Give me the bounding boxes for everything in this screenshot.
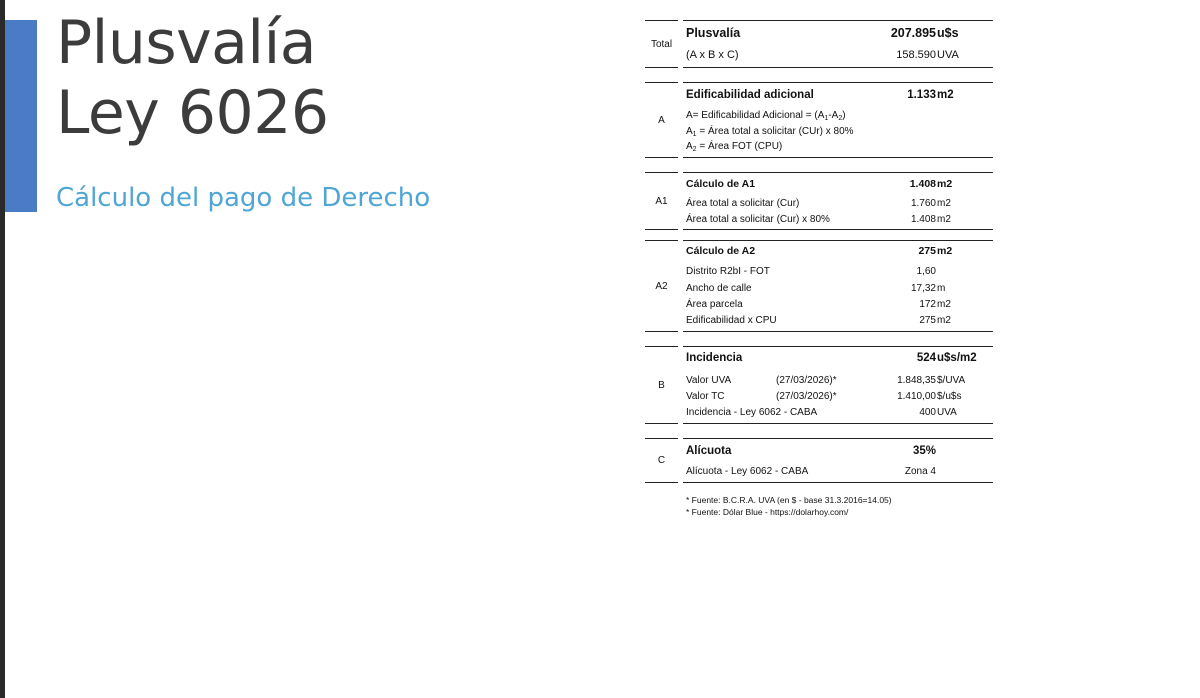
a2-row: Área parcela 172 m2: [686, 299, 951, 310]
a-definition-3: $A_2$ = Área FOT (CPU): [686, 141, 783, 153]
a2-row: Edificabilidad x CPU 275 m2: [686, 315, 951, 326]
a1-header-row: [686, 177, 993, 191]
c-row: Alícuota - Ley 6062 - CABA Zona 4: [686, 466, 936, 477]
section-body-a2: [683, 240, 993, 332]
page-title: [56, 8, 329, 148]
a2-header-row: [686, 244, 993, 258]
b-row: Valor UVA (27/03/2026)* 1.848,35 $/UVA: [686, 375, 966, 386]
title-line-2: Ley 6026: [56, 78, 329, 148]
section-body-b: [683, 346, 993, 424]
title-line-1: Plusvalía: [56, 8, 317, 78]
section-a: [645, 82, 995, 158]
total-unit-uva: UVA: [937, 49, 959, 61]
footnotes: [686, 494, 892, 518]
section-body-a1: [683, 172, 993, 230]
section-label-a1: A1: [645, 172, 678, 230]
b-value: 524: [916, 352, 936, 364]
total-unit: u$s: [937, 26, 959, 40]
section-body-total: [683, 20, 993, 68]
section-label-c: C: [645, 438, 678, 483]
a1-name: Cálculo de A1: [686, 178, 756, 190]
total-name: Plusvalía: [686, 26, 741, 40]
a2-value: 275: [918, 245, 936, 257]
a2-unit: m2: [937, 245, 953, 257]
section-b: [645, 346, 995, 424]
b-header-row: [686, 351, 993, 365]
b-unit: u$s/m2: [937, 352, 977, 364]
a1-row: Área total a solicitar (Cur) x 80% 1.408 m2: [686, 214, 951, 225]
section-label-a: A: [645, 82, 678, 158]
c-header-row: [686, 444, 993, 458]
section-body-a: [683, 82, 993, 158]
a2-name: Cálculo de A2: [686, 245, 756, 257]
section-c: [645, 438, 995, 483]
a-value: 1.133: [907, 89, 936, 101]
footnote: * Fuente: B.C.R.A. UVA (en $ - base 31.3.2016=14.05): [686, 495, 892, 505]
section-body-c: [683, 438, 993, 483]
a-name: Edificabilidad adicional: [686, 89, 814, 101]
a-definition-2: $A_1$ = Área total a solicitar (CUr) x 80%: [686, 126, 854, 138]
section-label-a2: A2: [645, 240, 678, 332]
c-value: 35%: [912, 445, 936, 457]
a2-row: Ancho de calle 17,32 m: [686, 283, 946, 294]
accent-bar: [5, 20, 37, 212]
a1-unit: m2: [937, 178, 953, 190]
total-value-uva: 158.590: [896, 49, 936, 61]
c-name: Alícuota: [686, 445, 732, 457]
page-subtitle: Cálculo del pago de Derecho: [56, 183, 431, 213]
a-header-row: [686, 88, 993, 102]
a-unit: m2: [937, 89, 954, 101]
b-name: Incidencia: [686, 352, 743, 364]
a1-row: Área total a solicitar (Cur) 1.760 m2: [686, 198, 951, 209]
section-a2: [645, 240, 995, 332]
section-a1: [645, 172, 995, 230]
section-label-total: Total: [645, 20, 678, 68]
b-row: Valor TC (27/03/2026)* 1.410,00 $/u$s: [686, 391, 962, 402]
total-formula-row: [686, 48, 993, 62]
footnote: * Fuente: Dólar Blue - https://dolarhoy.com/: [686, 507, 849, 517]
b-row: Incidencia - Ley 6062 - CABA 400 UVA: [686, 407, 957, 418]
a2-row: Distrito R2bI - FOT 1,60: [686, 266, 936, 277]
total-header-row: [686, 26, 993, 40]
total-value: 207.895: [890, 26, 936, 40]
total-formula: (A x B x C): [686, 49, 739, 61]
a1-value: 1.408: [909, 178, 936, 190]
section-total: [645, 20, 995, 68]
section-label-b: B: [645, 346, 678, 424]
a-definition-1: A= Edificabilidad Adicional = $(A_1-A_2)$: [686, 110, 846, 122]
